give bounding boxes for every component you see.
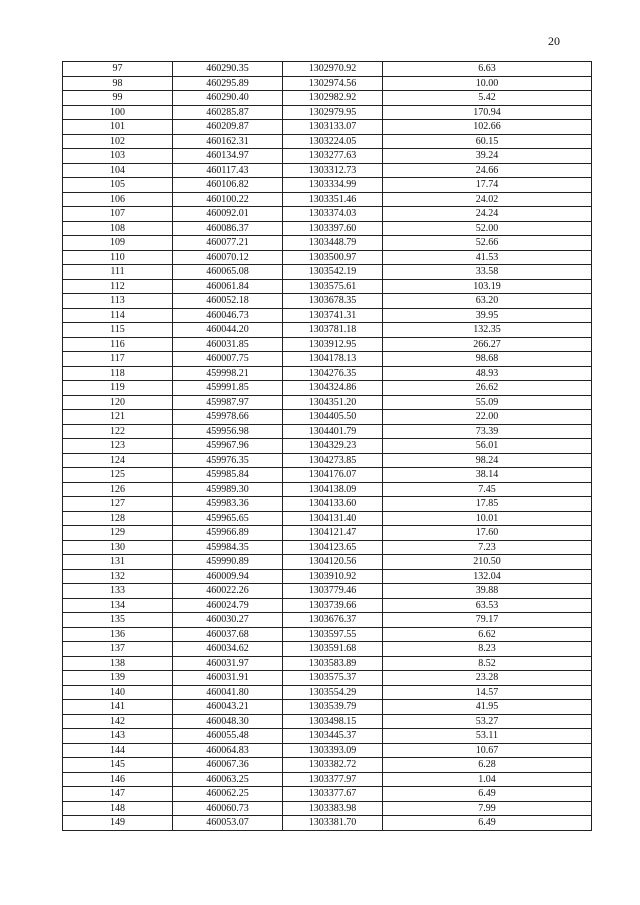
- table-row: [63, 511, 592, 526]
- y-coordinate-cell: 1303382.72: [283, 758, 383, 773]
- y-coordinate-cell: 1303591.68: [283, 642, 383, 657]
- table-row: [63, 120, 592, 135]
- distance-cell: 55.09: [383, 395, 592, 410]
- distance-cell: 210.50: [383, 555, 592, 570]
- distance-cell: 48.93: [383, 366, 592, 381]
- x-coordinate-cell: 460022.26: [173, 584, 283, 599]
- table-row: [63, 729, 592, 744]
- distance-cell: 102.66: [383, 120, 592, 135]
- y-coordinate-cell: 1303597.55: [283, 627, 383, 642]
- point-number-cell: 107: [63, 207, 173, 222]
- x-coordinate-cell: 460295.89: [173, 76, 283, 91]
- point-number-cell: 135: [63, 613, 173, 628]
- y-coordinate-cell: 1304178.13: [283, 352, 383, 367]
- y-coordinate-cell: 1304133.60: [283, 497, 383, 512]
- distance-cell: 24.66: [383, 163, 592, 178]
- y-coordinate-cell: 1303739.66: [283, 598, 383, 613]
- distance-cell: 53.27: [383, 714, 592, 729]
- point-number-cell: 106: [63, 192, 173, 207]
- point-number-cell: 130: [63, 540, 173, 555]
- y-coordinate-cell: 1303312.73: [283, 163, 383, 178]
- y-coordinate-cell: 1303554.29: [283, 685, 383, 700]
- distance-cell: 132.04: [383, 569, 592, 584]
- y-coordinate-cell: 1303351.46: [283, 192, 383, 207]
- y-coordinate-cell: 1302974.56: [283, 76, 383, 91]
- table-row: [63, 178, 592, 193]
- x-coordinate-cell: 460064.83: [173, 743, 283, 758]
- distance-cell: 24.02: [383, 192, 592, 207]
- y-coordinate-cell: 1304121.47: [283, 526, 383, 541]
- x-coordinate-cell: 460046.73: [173, 308, 283, 323]
- y-coordinate-cell: 1303779.46: [283, 584, 383, 599]
- distance-cell: 170.94: [383, 105, 592, 120]
- table-row: [63, 743, 592, 758]
- point-number-cell: 115: [63, 323, 173, 338]
- x-coordinate-cell: 460009.94: [173, 569, 283, 584]
- distance-cell: 41.95: [383, 700, 592, 715]
- y-coordinate-cell: 1303500.97: [283, 250, 383, 265]
- table-row: [63, 656, 592, 671]
- y-coordinate-cell: 1303575.37: [283, 671, 383, 686]
- table-row: [63, 236, 592, 251]
- table-row: [63, 366, 592, 381]
- point-number-cell: 126: [63, 482, 173, 497]
- table-row: [63, 555, 592, 570]
- distance-cell: 98.24: [383, 453, 592, 468]
- table-row: [63, 250, 592, 265]
- x-coordinate-cell: 459990.89: [173, 555, 283, 570]
- y-coordinate-cell: 1302982.92: [283, 91, 383, 106]
- y-coordinate-cell: 1304329.23: [283, 439, 383, 454]
- table-row: [63, 323, 592, 338]
- y-coordinate-cell: 1303277.63: [283, 149, 383, 164]
- x-coordinate-cell: 460100.22: [173, 192, 283, 207]
- table-row: [63, 207, 592, 222]
- distance-cell: 10.00: [383, 76, 592, 91]
- point-number-cell: 144: [63, 743, 173, 758]
- point-number-cell: 140: [63, 685, 173, 700]
- table-row: [63, 134, 592, 149]
- point-number-cell: 98: [63, 76, 173, 91]
- distance-cell: 79.17: [383, 613, 592, 628]
- y-coordinate-cell: 1303448.79: [283, 236, 383, 251]
- table-row: [63, 76, 592, 91]
- y-coordinate-cell: 1303912.95: [283, 337, 383, 352]
- distance-cell: 63.20: [383, 294, 592, 309]
- y-coordinate-cell: 1304123.65: [283, 540, 383, 555]
- distance-cell: 26.62: [383, 381, 592, 396]
- point-number-cell: 136: [63, 627, 173, 642]
- x-coordinate-cell: 460077.21: [173, 236, 283, 251]
- x-coordinate-cell: 459976.35: [173, 453, 283, 468]
- y-coordinate-cell: 1303381.70: [283, 816, 383, 831]
- table-row: [63, 526, 592, 541]
- point-number-cell: 139: [63, 671, 173, 686]
- distance-cell: 10.67: [383, 743, 592, 758]
- x-coordinate-cell: 460209.87: [173, 120, 283, 135]
- point-number-cell: 132: [63, 569, 173, 584]
- distance-cell: 103.19: [383, 279, 592, 294]
- y-coordinate-cell: 1303133.07: [283, 120, 383, 135]
- distance-cell: 266.27: [383, 337, 592, 352]
- distance-cell: 17.74: [383, 178, 592, 193]
- point-number-cell: 133: [63, 584, 173, 599]
- x-coordinate-cell: 460065.08: [173, 265, 283, 280]
- x-coordinate-cell: 460055.48: [173, 729, 283, 744]
- distance-cell: 23.28: [383, 671, 592, 686]
- x-coordinate-cell: 460061.84: [173, 279, 283, 294]
- table-row: [63, 540, 592, 555]
- point-number-cell: 131: [63, 555, 173, 570]
- table-row: [63, 192, 592, 207]
- distance-cell: 22.00: [383, 410, 592, 425]
- point-number-cell: 101: [63, 120, 173, 135]
- distance-cell: 6.49: [383, 816, 592, 831]
- y-coordinate-cell: 1303374.03: [283, 207, 383, 222]
- x-coordinate-cell: 459967.96: [173, 439, 283, 454]
- distance-cell: 5.42: [383, 91, 592, 106]
- x-coordinate-cell: 460067.36: [173, 758, 283, 773]
- x-coordinate-cell: 459983.36: [173, 497, 283, 512]
- point-number-cell: 124: [63, 453, 173, 468]
- y-coordinate-cell: 1303583.89: [283, 656, 383, 671]
- x-coordinate-cell: 460086.37: [173, 221, 283, 236]
- point-number-cell: 142: [63, 714, 173, 729]
- table-row: [63, 627, 592, 642]
- y-coordinate-cell: 1304131.40: [283, 511, 383, 526]
- y-coordinate-cell: 1303445.37: [283, 729, 383, 744]
- y-coordinate-cell: 1303397.60: [283, 221, 383, 236]
- table-row: [63, 569, 592, 584]
- table-row: [63, 91, 592, 106]
- y-coordinate-cell: 1303224.05: [283, 134, 383, 149]
- table-row: [63, 105, 592, 120]
- distance-cell: 8.52: [383, 656, 592, 671]
- y-coordinate-cell: 1304120.56: [283, 555, 383, 570]
- point-number-cell: 114: [63, 308, 173, 323]
- y-coordinate-cell: 1304273.85: [283, 453, 383, 468]
- table-row: [63, 584, 592, 599]
- x-coordinate-cell: 460106.82: [173, 178, 283, 193]
- x-coordinate-cell: 460117.43: [173, 163, 283, 178]
- table-row: [63, 279, 592, 294]
- point-number-cell: 143: [63, 729, 173, 744]
- point-number-cell: 105: [63, 178, 173, 193]
- table-row: [63, 497, 592, 512]
- y-coordinate-cell: 1304176.07: [283, 468, 383, 483]
- table-row: [63, 381, 592, 396]
- y-coordinate-cell: 1303377.67: [283, 787, 383, 802]
- table-row: [63, 221, 592, 236]
- x-coordinate-cell: 460162.31: [173, 134, 283, 149]
- x-coordinate-cell: 460044.20: [173, 323, 283, 338]
- table-row: [63, 685, 592, 700]
- distance-cell: 1.04: [383, 772, 592, 787]
- table-row: [63, 439, 592, 454]
- point-number-cell: 97: [63, 62, 173, 77]
- distance-cell: 6.63: [383, 62, 592, 77]
- table-row: [63, 598, 592, 613]
- x-coordinate-cell: 460041.80: [173, 685, 283, 700]
- x-coordinate-cell: 460031.85: [173, 337, 283, 352]
- table-row: [63, 787, 592, 802]
- distance-cell: 7.99: [383, 801, 592, 816]
- point-number-cell: 123: [63, 439, 173, 454]
- x-coordinate-cell: 460285.87: [173, 105, 283, 120]
- point-number-cell: 104: [63, 163, 173, 178]
- distance-cell: 6.28: [383, 758, 592, 773]
- y-coordinate-cell: 1303781.18: [283, 323, 383, 338]
- distance-cell: 60.15: [383, 134, 592, 149]
- distance-cell: 7.23: [383, 540, 592, 555]
- distance-cell: 6.62: [383, 627, 592, 642]
- point-number-cell: 113: [63, 294, 173, 309]
- point-number-cell: 121: [63, 410, 173, 425]
- y-coordinate-cell: 1304138.09: [283, 482, 383, 497]
- point-number-cell: 145: [63, 758, 173, 773]
- x-coordinate-cell: 459987.97: [173, 395, 283, 410]
- table-row: [63, 700, 592, 715]
- x-coordinate-cell: 460053.07: [173, 816, 283, 831]
- table-row: [63, 671, 592, 686]
- point-number-cell: 141: [63, 700, 173, 715]
- table-row: [63, 772, 592, 787]
- x-coordinate-cell: 459956.98: [173, 424, 283, 439]
- y-coordinate-cell: 1302979.95: [283, 105, 383, 120]
- point-number-cell: 134: [63, 598, 173, 613]
- y-coordinate-cell: 1303910.92: [283, 569, 383, 584]
- y-coordinate-cell: 1303678.35: [283, 294, 383, 309]
- point-number-cell: 100: [63, 105, 173, 120]
- point-number-cell: 108: [63, 221, 173, 236]
- point-number-cell: 112: [63, 279, 173, 294]
- y-coordinate-cell: 1304405.50: [283, 410, 383, 425]
- point-number-cell: 128: [63, 511, 173, 526]
- distance-cell: 73.39: [383, 424, 592, 439]
- distance-cell: 14.57: [383, 685, 592, 700]
- distance-cell: 17.60: [383, 526, 592, 541]
- table-row: [63, 468, 592, 483]
- distance-cell: 7.45: [383, 482, 592, 497]
- distance-cell: 132.35: [383, 323, 592, 338]
- point-number-cell: 111: [63, 265, 173, 280]
- y-coordinate-cell: 1303676.37: [283, 613, 383, 628]
- y-coordinate-cell: 1303542.19: [283, 265, 383, 280]
- point-number-cell: 109: [63, 236, 173, 251]
- distance-cell: 8.23: [383, 642, 592, 657]
- distance-cell: 52.66: [383, 236, 592, 251]
- distance-cell: 17.85: [383, 497, 592, 512]
- x-coordinate-cell: 460048.30: [173, 714, 283, 729]
- point-number-cell: 103: [63, 149, 173, 164]
- x-coordinate-cell: 459984.35: [173, 540, 283, 555]
- distance-cell: 24.24: [383, 207, 592, 222]
- x-coordinate-cell: 459978.66: [173, 410, 283, 425]
- point-number-cell: 110: [63, 250, 173, 265]
- point-number-cell: 99: [63, 91, 173, 106]
- y-coordinate-cell: 1303575.61: [283, 279, 383, 294]
- table-row: [63, 758, 592, 773]
- distance-cell: 63.53: [383, 598, 592, 613]
- table-row: [63, 613, 592, 628]
- x-coordinate-cell: 460007.75: [173, 352, 283, 367]
- table-row: [63, 352, 592, 367]
- x-coordinate-cell: 460290.40: [173, 91, 283, 106]
- point-number-cell: 129: [63, 526, 173, 541]
- x-coordinate-cell: 459991.85: [173, 381, 283, 396]
- x-coordinate-cell: 460024.79: [173, 598, 283, 613]
- table-row: [63, 149, 592, 164]
- point-number-cell: 146: [63, 772, 173, 787]
- point-number-cell: 147: [63, 787, 173, 802]
- x-coordinate-cell: 460034.62: [173, 642, 283, 657]
- x-coordinate-cell: 460052.18: [173, 294, 283, 309]
- table-row: [63, 395, 592, 410]
- y-coordinate-cell: 1304276.35: [283, 366, 383, 381]
- y-coordinate-cell: 1304351.20: [283, 395, 383, 410]
- table-row: [63, 642, 592, 657]
- distance-cell: 39.95: [383, 308, 592, 323]
- x-coordinate-cell: 459989.30: [173, 482, 283, 497]
- table-row: [63, 62, 592, 77]
- distance-cell: 38.14: [383, 468, 592, 483]
- y-coordinate-cell: 1302970.92: [283, 62, 383, 77]
- y-coordinate-cell: 1303741.31: [283, 308, 383, 323]
- x-coordinate-cell: 460043.21: [173, 700, 283, 715]
- y-coordinate-cell: 1303334.99: [283, 178, 383, 193]
- x-coordinate-cell: 460070.12: [173, 250, 283, 265]
- point-number-cell: 138: [63, 656, 173, 671]
- x-coordinate-cell: 460060.73: [173, 801, 283, 816]
- distance-cell: 33.58: [383, 265, 592, 280]
- y-coordinate-cell: 1303383.98: [283, 801, 383, 816]
- y-coordinate-cell: 1303539.79: [283, 700, 383, 715]
- table-row: [63, 424, 592, 439]
- x-coordinate-cell: 460062.25: [173, 787, 283, 802]
- x-coordinate-cell: 459966.89: [173, 526, 283, 541]
- distance-cell: 52.00: [383, 221, 592, 236]
- point-number-cell: 137: [63, 642, 173, 657]
- distance-cell: 98.68: [383, 352, 592, 367]
- point-number-cell: 122: [63, 424, 173, 439]
- coordinates-table: [62, 61, 592, 831]
- coordinates-table-body: [63, 62, 592, 831]
- x-coordinate-cell: 459965.65: [173, 511, 283, 526]
- x-coordinate-cell: 460092.01: [173, 207, 283, 222]
- distance-cell: 39.24: [383, 149, 592, 164]
- table-row: [63, 816, 592, 831]
- x-coordinate-cell: 459985.84: [173, 468, 283, 483]
- distance-cell: 41.53: [383, 250, 592, 265]
- point-number-cell: 118: [63, 366, 173, 381]
- page-number: 20: [548, 34, 560, 48]
- y-coordinate-cell: 1304324.86: [283, 381, 383, 396]
- table-row: [63, 308, 592, 323]
- distance-cell: 56.01: [383, 439, 592, 454]
- y-coordinate-cell: 1303393.09: [283, 743, 383, 758]
- y-coordinate-cell: 1303377.97: [283, 772, 383, 787]
- distance-cell: 53.11: [383, 729, 592, 744]
- point-number-cell: 127: [63, 497, 173, 512]
- y-coordinate-cell: 1304401.79: [283, 424, 383, 439]
- x-coordinate-cell: 460063.25: [173, 772, 283, 787]
- x-coordinate-cell: 460037.68: [173, 627, 283, 642]
- distance-cell: 10.01: [383, 511, 592, 526]
- x-coordinate-cell: 460290.35: [173, 62, 283, 77]
- table-row: [63, 801, 592, 816]
- x-coordinate-cell: 460031.91: [173, 671, 283, 686]
- x-coordinate-cell: 460030.27: [173, 613, 283, 628]
- point-number-cell: 116: [63, 337, 173, 352]
- x-coordinate-cell: 460134.97: [173, 149, 283, 164]
- point-number-cell: 120: [63, 395, 173, 410]
- table-row: [63, 337, 592, 352]
- table-row: [63, 714, 592, 729]
- table-row: [63, 482, 592, 497]
- table-row: [63, 294, 592, 309]
- table-row: [63, 410, 592, 425]
- distance-cell: 39.88: [383, 584, 592, 599]
- point-number-cell: 125: [63, 468, 173, 483]
- x-coordinate-cell: 460031.97: [173, 656, 283, 671]
- y-coordinate-cell: 1303498.15: [283, 714, 383, 729]
- point-number-cell: 102: [63, 134, 173, 149]
- table-row: [63, 163, 592, 178]
- point-number-cell: 149: [63, 816, 173, 831]
- table-row: [63, 265, 592, 280]
- x-coordinate-cell: 459998.21: [173, 366, 283, 381]
- point-number-cell: 117: [63, 352, 173, 367]
- distance-cell: 6.49: [383, 787, 592, 802]
- point-number-cell: 148: [63, 801, 173, 816]
- table-row: [63, 453, 592, 468]
- point-number-cell: 119: [63, 381, 173, 396]
